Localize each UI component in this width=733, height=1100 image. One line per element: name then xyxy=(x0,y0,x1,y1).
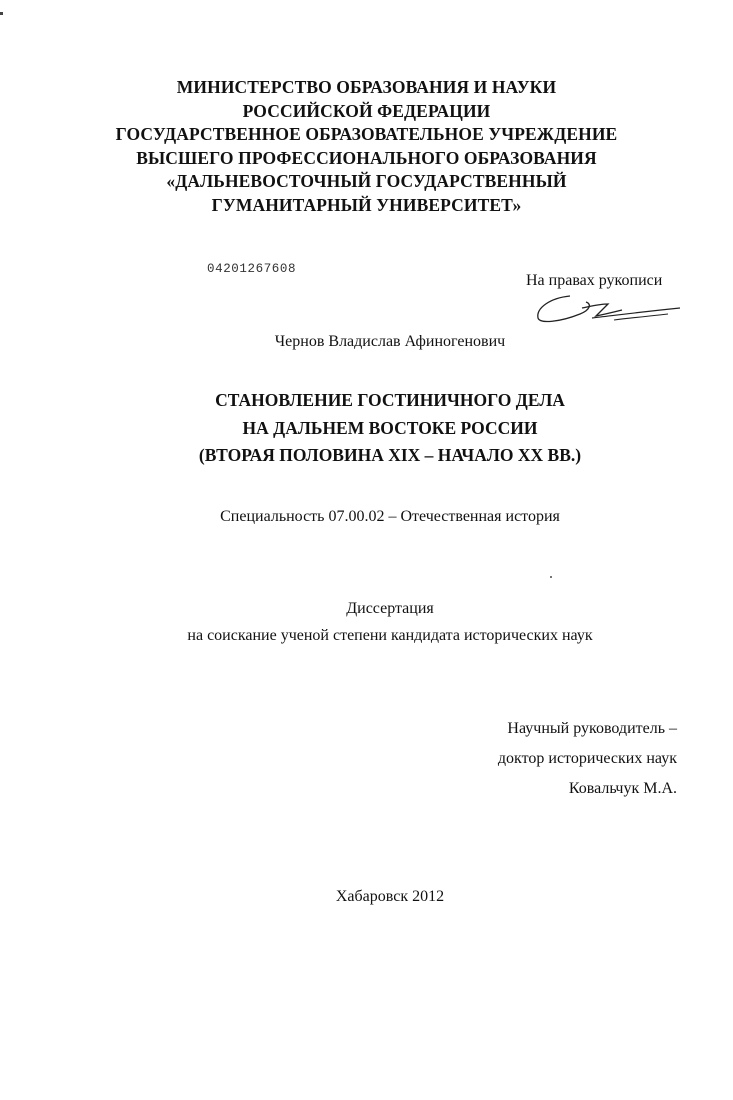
title-line: СТАНОВЛЕНИЕ ГОСТИНИЧНОГО ДЕЛА xyxy=(215,390,565,410)
author-name: Чернов Владислав Афиногенович xyxy=(274,333,506,350)
scientific-advisor xyxy=(498,714,677,804)
signature-icon xyxy=(530,288,690,332)
manuscript-rights-note: На правах рукописи xyxy=(526,272,663,289)
scan-speck xyxy=(0,12,3,15)
document-type xyxy=(0,595,733,649)
header-line: «ДАЛЬНЕВОСТОЧНЫЙ ГОСУДАРСТВЕННЫЙ xyxy=(166,171,567,192)
institution-header xyxy=(0,76,733,218)
advisor-degree: доктор исторических наук xyxy=(497,750,677,767)
title-line: НА ДАЛЬНЕМ ВОСТОКЕ РОССИИ xyxy=(242,417,538,438)
advisor-role: Научный руководитель – xyxy=(507,720,677,737)
header-line: ГУМАНИТАРНЫЙ УНИВЕРСИТЕТ» xyxy=(211,194,522,215)
header-line: РОССИЙСКОЙ ФЕДЕРАЦИИ xyxy=(242,100,491,121)
advisor-name: Ковальчук М.А. xyxy=(568,780,677,797)
dissertation-title xyxy=(0,387,733,470)
title-line: (ВТОРАЯ ПОЛОВИНА XIX – НАЧАЛО XX ВВ.) xyxy=(198,445,582,465)
scan-speck xyxy=(550,576,552,578)
header-line: МИНИСТЕРСТВО ОБРАЗОВАНИЯ И НАУКИ xyxy=(176,77,557,97)
document-type-title: Диссертация xyxy=(346,600,434,617)
city-year: Хабаровск 2012 xyxy=(335,888,445,905)
specialty: Специальность 07.00.02 – Отечественная история xyxy=(220,508,560,525)
header-line: ГОСУДАРСТВЕННОЕ ОБРАЗОВАТЕЛЬНОЕ УЧРЕЖДЕНИЕ xyxy=(115,124,618,145)
archive-number: 04201267608 xyxy=(207,262,297,276)
header-line: ВЫСШЕГО ПРОФЕССИОНАЛЬНОГО ОБРАЗОВАНИЯ xyxy=(136,147,597,168)
document-type-purpose: на соискание ученой степени кандидата исторических наук xyxy=(187,627,593,644)
